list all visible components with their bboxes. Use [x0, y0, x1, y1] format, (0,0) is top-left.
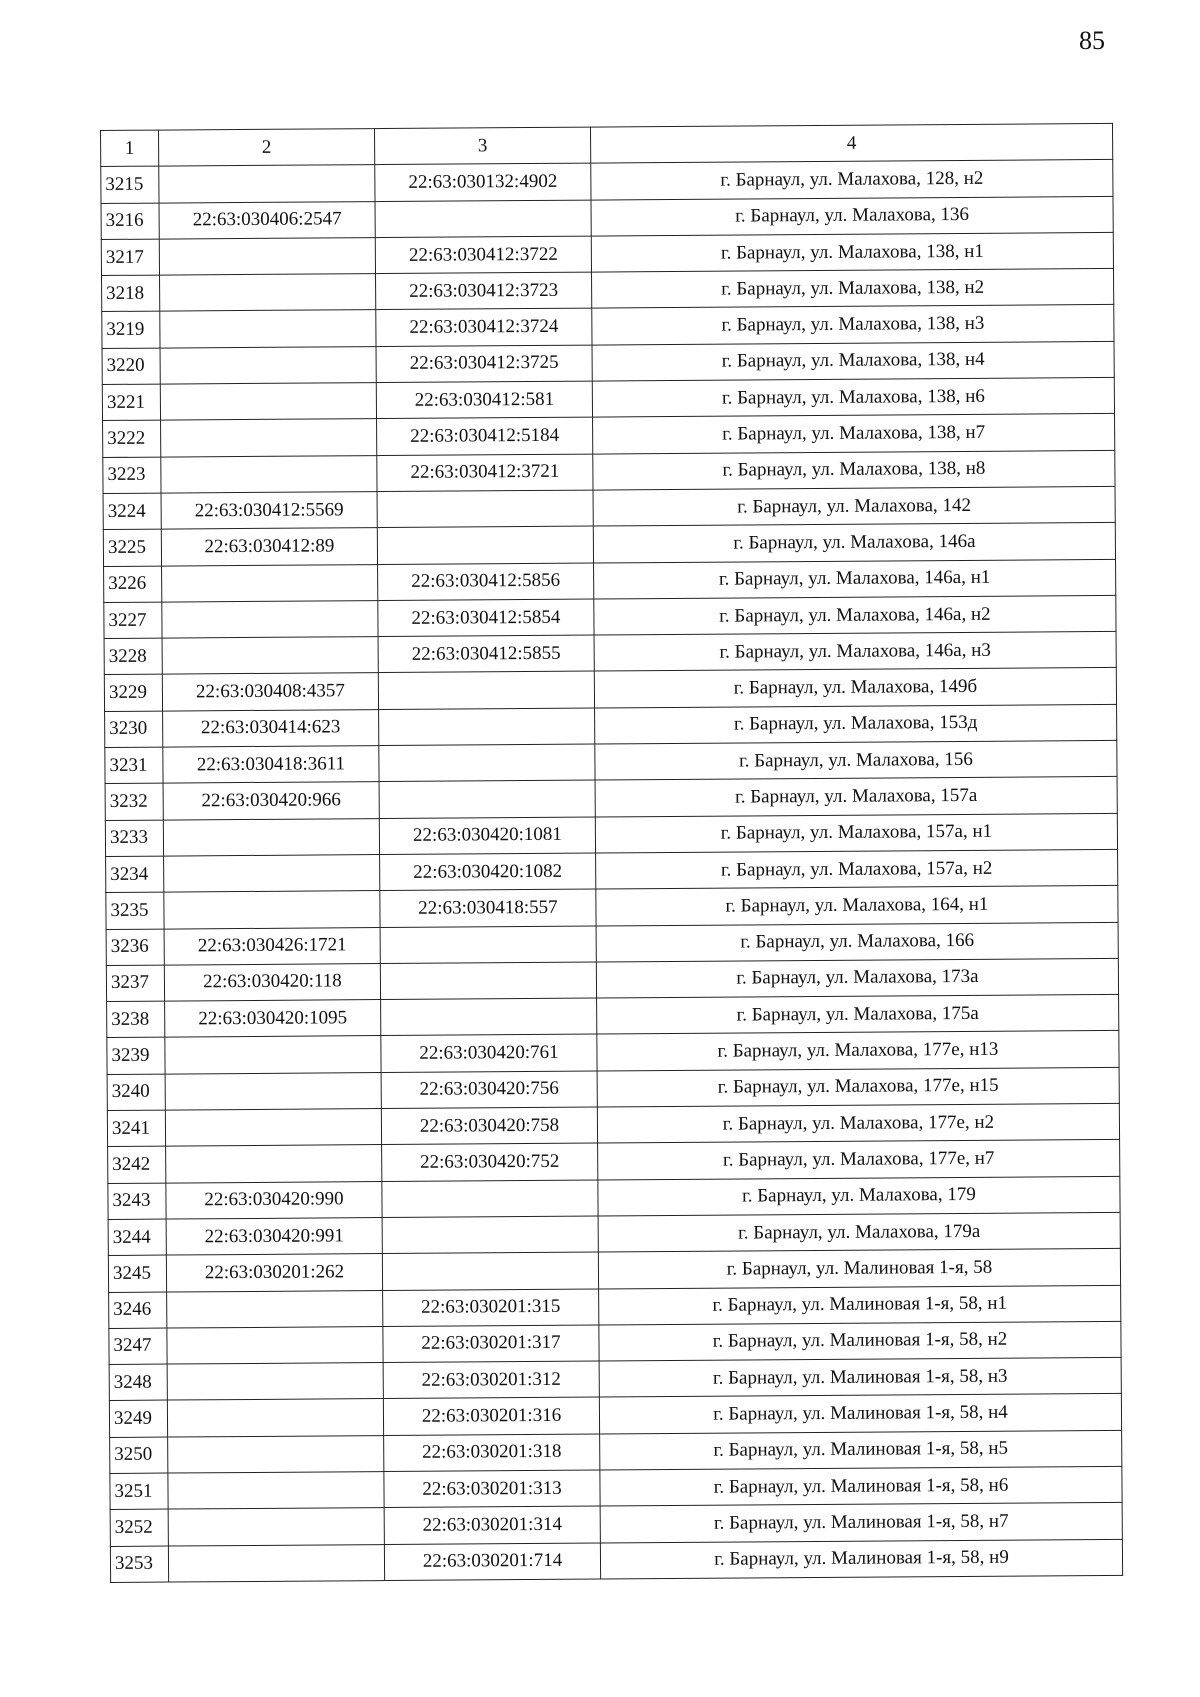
table-row — [110, 1539, 1122, 1582]
land-cadastral-cell — [167, 1363, 383, 1401]
address-cell: г. Барнаул, ул. Малахова, 177е, н7 — [598, 1140, 1120, 1180]
row-number-cell: 3230 — [105, 711, 163, 748]
land-cadastral-cell: 22:63:030426:1721 — [164, 927, 380, 965]
land-cadastral-cell: 22:63:030420:1095 — [165, 1000, 381, 1038]
address-cell: г. Барнаул, ул. Малахова, 157а, н1 — [595, 813, 1117, 853]
building-cadastral-cell: 22:63:030412:3722 — [375, 236, 591, 274]
building-cadastral-cell: 22:63:030412:3725 — [376, 345, 592, 383]
address-cell: г. Барнаул, ул. Малахова, 164, н1 — [596, 886, 1118, 926]
row-number-cell: 3218 — [102, 275, 160, 312]
address-cell: г. Барнаул, ул. Малиновая 1-я, 58, н5 — [600, 1430, 1122, 1470]
row-number-cell: 3248 — [109, 1364, 167, 1401]
land-cadastral-cell — [161, 455, 377, 493]
address-cell: г. Барнаул, ул. Малахова, 138, н7 — [593, 414, 1115, 454]
row-number-cell: 3232 — [105, 783, 163, 820]
address-cell: г. Барнаул, ул. Малахова, 179 — [598, 1176, 1120, 1216]
building-cadastral-cell: 22:63:030418:557 — [380, 889, 596, 927]
row-number-cell: 3235 — [106, 892, 164, 929]
address-cell: г. Барнаул, ул. Малиновая 1-я, 58, н3 — [599, 1357, 1121, 1397]
land-cadastral-cell: 22:63:030414:623 — [163, 709, 379, 747]
row-number-cell: 3241 — [107, 1110, 165, 1147]
land-cadastral-cell: 22:63:030420:966 — [163, 782, 379, 820]
building-cadastral-cell: 22:63:030420:758 — [381, 1107, 597, 1145]
building-cadastral-cell: 22:63:030412:581 — [376, 381, 592, 419]
land-cadastral-cell — [160, 346, 376, 384]
row-number-cell: 3247 — [109, 1328, 167, 1365]
building-cadastral-cell — [375, 200, 591, 238]
column-header-3: 3 — [374, 127, 590, 165]
row-number-cell: 3233 — [105, 820, 163, 857]
address-cell: г. Барнаул, ул. Малахова, 142 — [593, 486, 1115, 526]
land-cadastral-cell — [160, 383, 376, 421]
land-cadastral-cell — [162, 637, 378, 675]
building-cadastral-cell — [380, 926, 596, 964]
address-cell: г. Барнаул, ул. Малахова, 146а, н3 — [594, 632, 1116, 672]
building-cadastral-cell — [377, 526, 593, 564]
building-cadastral-cell: 22:63:030420:1082 — [380, 853, 596, 891]
building-cadastral-cell: 22:63:030201:314 — [384, 1506, 600, 1544]
address-cell: г. Барнаул, ул. Малахова, 128, н2 — [591, 160, 1113, 200]
building-cadastral-cell: 22:63:030201:313 — [384, 1470, 600, 1508]
building-cadastral-cell: 22:63:030412:3724 — [376, 309, 592, 347]
land-cadastral-cell — [162, 564, 378, 602]
address-cell: г. Барнаул, ул. Малахова, 146а, н2 — [594, 595, 1116, 635]
address-cell: г. Барнаул, ул. Малиновая 1-я, 58, н2 — [599, 1321, 1121, 1361]
row-number-cell: 3220 — [102, 348, 160, 385]
row-number-cell: 3239 — [107, 1037, 165, 1074]
building-cadastral-cell — [382, 1180, 598, 1218]
row-number-cell: 3229 — [104, 675, 162, 712]
row-number-cell: 3237 — [106, 965, 164, 1002]
row-number-cell: 3224 — [103, 493, 161, 530]
address-cell: г. Барнаул, ул. Малахова, 138, н1 — [591, 232, 1113, 272]
building-cadastral-cell: 22:63:030201:714 — [384, 1543, 600, 1581]
column-header-4: 4 — [590, 123, 1112, 163]
address-cell: г. Барнаул, ул. Малахова, 157а — [595, 777, 1117, 817]
land-cadastral-cell — [167, 1399, 383, 1437]
address-cell: г. Барнаул, ул. Малахова, 138, н4 — [592, 341, 1114, 381]
row-number-cell: 3217 — [101, 239, 159, 276]
building-cadastral-cell — [377, 490, 593, 528]
page-number: 85 — [1079, 26, 1105, 55]
address-cell: г. Барнаул, ул. Малахова, 179а — [598, 1212, 1120, 1252]
building-cadastral-cell: 22:63:030412:5854 — [378, 599, 594, 637]
land-cadastral-cell — [164, 855, 380, 893]
land-cadastral-cell: 22:63:030406:2547 — [159, 201, 375, 239]
address-cell: г. Барнаул, ул. Малахова, 166 — [596, 922, 1118, 962]
building-cadastral-cell — [381, 998, 597, 1036]
address-cell: г. Барнаул, ул. Малиновая 1-я, 58, н1 — [599, 1285, 1121, 1325]
building-cadastral-cell: 22:63:030412:5856 — [378, 563, 594, 601]
building-cadastral-cell — [382, 1252, 598, 1290]
column-header-2: 2 — [159, 129, 375, 167]
building-cadastral-cell: 22:63:030132:4902 — [375, 163, 591, 201]
row-number-cell: 3222 — [103, 420, 161, 457]
building-cadastral-cell: 22:63:030201:316 — [383, 1397, 599, 1435]
building-cadastral-cell: 22:63:030420:756 — [381, 1071, 597, 1109]
building-cadastral-cell — [379, 780, 595, 818]
land-cadastral-cell — [165, 1072, 381, 1110]
land-cadastral-cell — [166, 1145, 382, 1183]
building-cadastral-cell — [378, 672, 594, 710]
building-cadastral-cell — [379, 744, 595, 782]
land-cadastral-cell: 22:63:030420:990 — [166, 1181, 382, 1219]
land-cadastral-cell — [167, 1326, 383, 1364]
land-cadastral-cell: 22:63:030201:262 — [166, 1254, 382, 1292]
land-cadastral-cell — [163, 818, 379, 856]
address-cell: г. Барнаул, ул. Малахова, 153д — [595, 704, 1117, 744]
row-number-cell: 3216 — [101, 203, 159, 240]
row-number-cell: 3240 — [107, 1074, 165, 1111]
address-cell: г. Барнаул, ул. Малахова, 157а, н2 — [596, 849, 1118, 889]
address-cell: г. Барнаул, ул. Малахова, 138, н3 — [592, 305, 1114, 345]
row-number-cell: 3249 — [109, 1400, 167, 1437]
address-cell: г. Барнаул, ул. Малахова, 146а, н1 — [594, 559, 1116, 599]
address-cell: г. Барнаул, ул. Малиновая 1-я, 58, н4 — [599, 1394, 1121, 1434]
address-cell: г. Барнаул, ул. Малиновая 1-я, 58 — [598, 1249, 1120, 1289]
land-cadastral-cell — [165, 1109, 381, 1147]
land-cadastral-cell: 22:63:030408:4357 — [162, 673, 378, 711]
row-number-cell: 3245 — [108, 1255, 166, 1292]
row-number-cell: 3251 — [110, 1473, 168, 1510]
building-cadastral-cell: 22:63:030420:1081 — [379, 817, 595, 855]
land-cadastral-cell — [159, 165, 375, 203]
address-cell: г. Барнаул, ул. Малахова, 175а — [597, 995, 1119, 1035]
building-cadastral-cell: 22:63:030412:5184 — [377, 417, 593, 455]
land-cadastral-cell: 22:63:030420:991 — [166, 1217, 382, 1255]
address-cell: г. Барнаул, ул. Малахова, 138, н6 — [592, 378, 1114, 418]
land-cadastral-cell — [168, 1544, 384, 1582]
land-cadastral-cell — [165, 1036, 381, 1074]
address-cell: г. Барнаул, ул. Малахова, 138, н2 — [592, 269, 1114, 309]
address-cell: г. Барнаул, ул. Малахова, 136 — [591, 196, 1113, 236]
row-number-cell: 3238 — [107, 1001, 165, 1038]
land-cadastral-cell — [168, 1508, 384, 1546]
land-cadastral-cell — [162, 600, 378, 638]
address-cell: г. Барнаул, ул. Малиновая 1-я, 58, н9 — [600, 1539, 1122, 1579]
building-cadastral-cell: 22:63:030201:318 — [384, 1434, 600, 1472]
land-cadastral-cell — [164, 891, 380, 929]
row-number-cell: 3228 — [104, 638, 162, 675]
address-cell: г. Барнаул, ул. Малахова, 138, н8 — [593, 450, 1115, 490]
table-body — [101, 160, 1123, 1583]
land-cadastral-cell — [168, 1472, 384, 1510]
building-cadastral-cell — [380, 962, 596, 1000]
row-number-cell: 3250 — [110, 1437, 168, 1474]
building-cadastral-cell: 22:63:030201:315 — [383, 1289, 599, 1327]
row-number-cell: 3215 — [101, 166, 159, 203]
row-number-cell: 3227 — [104, 602, 162, 639]
address-cell: г. Барнаул, ул. Малахова, 173а — [596, 958, 1118, 998]
land-cadastral-cell — [161, 419, 377, 457]
address-cell: г. Барнаул, ул. Малахова, 177е, н15 — [597, 1067, 1119, 1107]
address-cell: г. Барнаул, ул. Малиновая 1-я, 58, н6 — [600, 1466, 1122, 1506]
row-number-cell: 3226 — [104, 566, 162, 603]
building-cadastral-cell: 22:63:030201:312 — [383, 1361, 599, 1399]
row-number-cell: 3234 — [106, 856, 164, 893]
address-cell: г. Барнаул, ул. Малахова, 146а — [593, 523, 1115, 563]
column-header-1: 1 — [101, 130, 159, 167]
row-number-cell: 3225 — [103, 529, 161, 566]
address-cell: г. Барнаул, ул. Малахова, 177е, н13 — [597, 1031, 1119, 1071]
building-cadastral-cell: 22:63:030420:752 — [382, 1143, 598, 1181]
land-cadastral-cell: 22:63:030418:3611 — [163, 746, 379, 784]
building-cadastral-cell — [382, 1216, 598, 1254]
row-number-cell: 3223 — [103, 457, 161, 494]
row-number-cell: 3236 — [106, 929, 164, 966]
building-cadastral-cell — [379, 708, 595, 746]
row-number-cell: 3219 — [102, 312, 160, 349]
building-cadastral-cell: 22:63:030201:317 — [383, 1325, 599, 1363]
building-cadastral-cell: 22:63:030412:5855 — [378, 635, 594, 673]
row-number-cell: 3242 — [108, 1146, 166, 1183]
address-cell: г. Барнаул, ул. Малахова, 149б — [594, 668, 1116, 708]
land-cadastral-cell: 22:63:030412:89 — [161, 528, 377, 566]
row-number-cell: 3246 — [109, 1292, 167, 1329]
row-number-cell: 3231 — [105, 747, 163, 784]
address-cell: г. Барнаул, ул. Малахова, 156 — [595, 740, 1117, 780]
building-cadastral-cell: 22:63:030412:3721 — [377, 454, 593, 492]
row-number-cell: 3252 — [110, 1509, 168, 1546]
land-cadastral-cell — [160, 310, 376, 348]
row-number-cell: 3244 — [108, 1219, 166, 1256]
address-cell: г. Барнаул, ул. Малиновая 1-я, 58, н7 — [600, 1503, 1122, 1543]
land-cadastral-cell — [168, 1435, 384, 1473]
building-cadastral-cell: 22:63:030420:761 — [381, 1034, 597, 1072]
land-cadastral-cell — [160, 274, 376, 312]
row-number-cell: 3243 — [108, 1183, 166, 1220]
registry-table — [100, 123, 1123, 1583]
land-cadastral-cell: 22:63:030420:118 — [164, 963, 380, 1001]
address-cell: г. Барнаул, ул. Малахова, 177е, н2 — [597, 1103, 1119, 1143]
land-cadastral-cell — [167, 1290, 383, 1328]
land-cadastral-cell: 22:63:030412:5569 — [161, 492, 377, 530]
building-cadastral-cell: 22:63:030412:3723 — [376, 272, 592, 310]
land-cadastral-cell — [159, 237, 375, 275]
row-number-cell: 3221 — [102, 384, 160, 421]
row-number-cell: 3253 — [110, 1546, 168, 1583]
